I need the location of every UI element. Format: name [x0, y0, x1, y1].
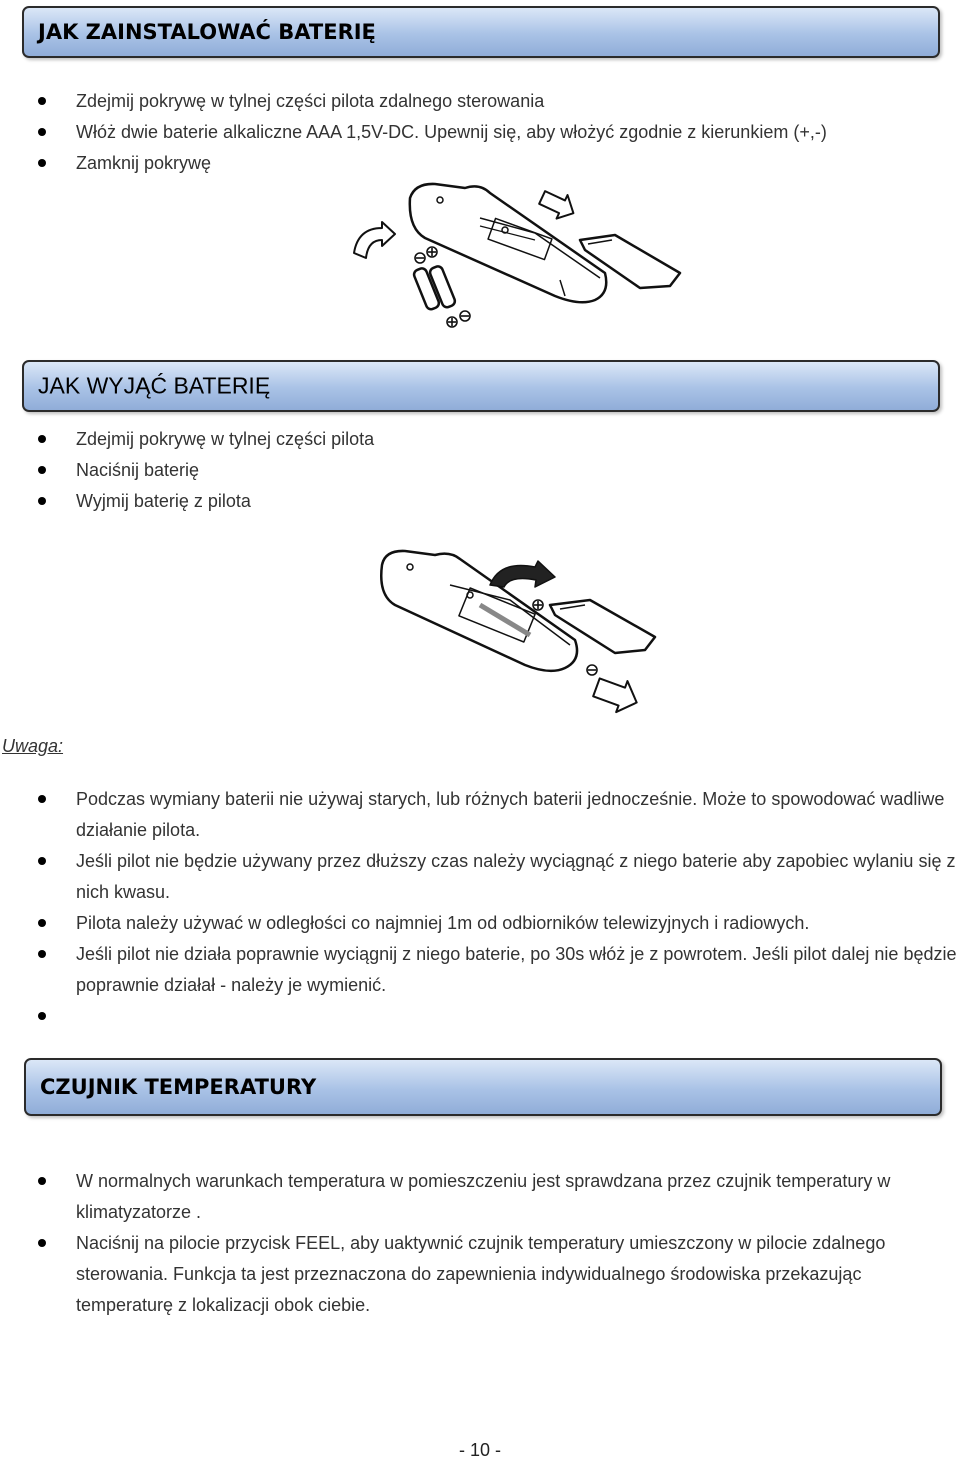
list-item: Wyjmij baterię z pilota: [26, 486, 946, 517]
list-item: Zdejmij pokrywę w tylnej części pilota zdalnego sterowania: [26, 86, 946, 117]
note-label: Uwaga:: [2, 736, 64, 756]
list-item: [26, 1001, 960, 1032]
list-item: Naciśnij na pilocie przycisk FEEL, aby uaktywnić czujnik temperatury umieszczony w pilocie zdalnego sterowania. Funkcja ta jest przeznaczona do zapewnienia indywidualnego środowiska przekazując temperaturę z lokalizacji obok ciebie.: [26, 1228, 960, 1321]
install-battery-header: [22, 6, 940, 58]
list-item: Jeśli pilot nie działa poprawnie wyciągnij z niego baterie, po 30s włóż je z powrotem. Jeśli pilot dalej nie będzie poprawnie działał - należy je wymienić.: [26, 939, 960, 1001]
page-number: - 10 -: [458, 1440, 501, 1460]
remove-battery-illustration: [370, 545, 660, 715]
install-battery-illustration: [340, 178, 690, 328]
list-item: Pilota należy używać w odległości co najmniej 1m od odbiorników telewizyjnych i radiowych.: [26, 908, 960, 939]
list-item: Jeśli pilot nie będzie używany przez dłuższy czas należy wyciągnąć z niego baterie aby zapobiec wylaniu się z nich kwasu.: [26, 846, 960, 908]
list-item: Włóż dwie baterie alkaliczne AAA 1,5V-DC. Upewnij się, aby włożyć zgodnie z kierunkiem (+,-): [26, 117, 946, 148]
remove-battery-header: [22, 360, 940, 412]
note-list: [26, 784, 960, 1032]
install-steps-list: [26, 86, 946, 179]
remove-battery-title: JAK WYJĄĆ BATERIĘ: [38, 372, 271, 399]
temperature-sensor-header: [24, 1058, 942, 1116]
sensor-list: [26, 1166, 960, 1321]
temperature-sensor-title: CZUJNIK TEMPERATURY: [40, 1075, 317, 1099]
list-item: Zdejmij pokrywę w tylnej części pilota: [26, 424, 946, 455]
list-item: Zamknij pokrywę: [26, 148, 946, 179]
remove-steps-list: [26, 424, 946, 517]
list-item: W normalnych warunkach temperatura w pomieszczeniu jest sprawdzana przez czujnik temperatury w klimatyzatorze .: [26, 1166, 960, 1228]
list-item: Naciśnij baterię: [26, 455, 946, 486]
install-battery-title: JAK ZAINSTALOWAĆ BATERIĘ: [38, 20, 376, 44]
list-item: Podczas wymiany baterii nie używaj starych, lub różnych baterii jednocześnie. Może to spowodować wadliwe działanie pilota.: [26, 784, 960, 846]
